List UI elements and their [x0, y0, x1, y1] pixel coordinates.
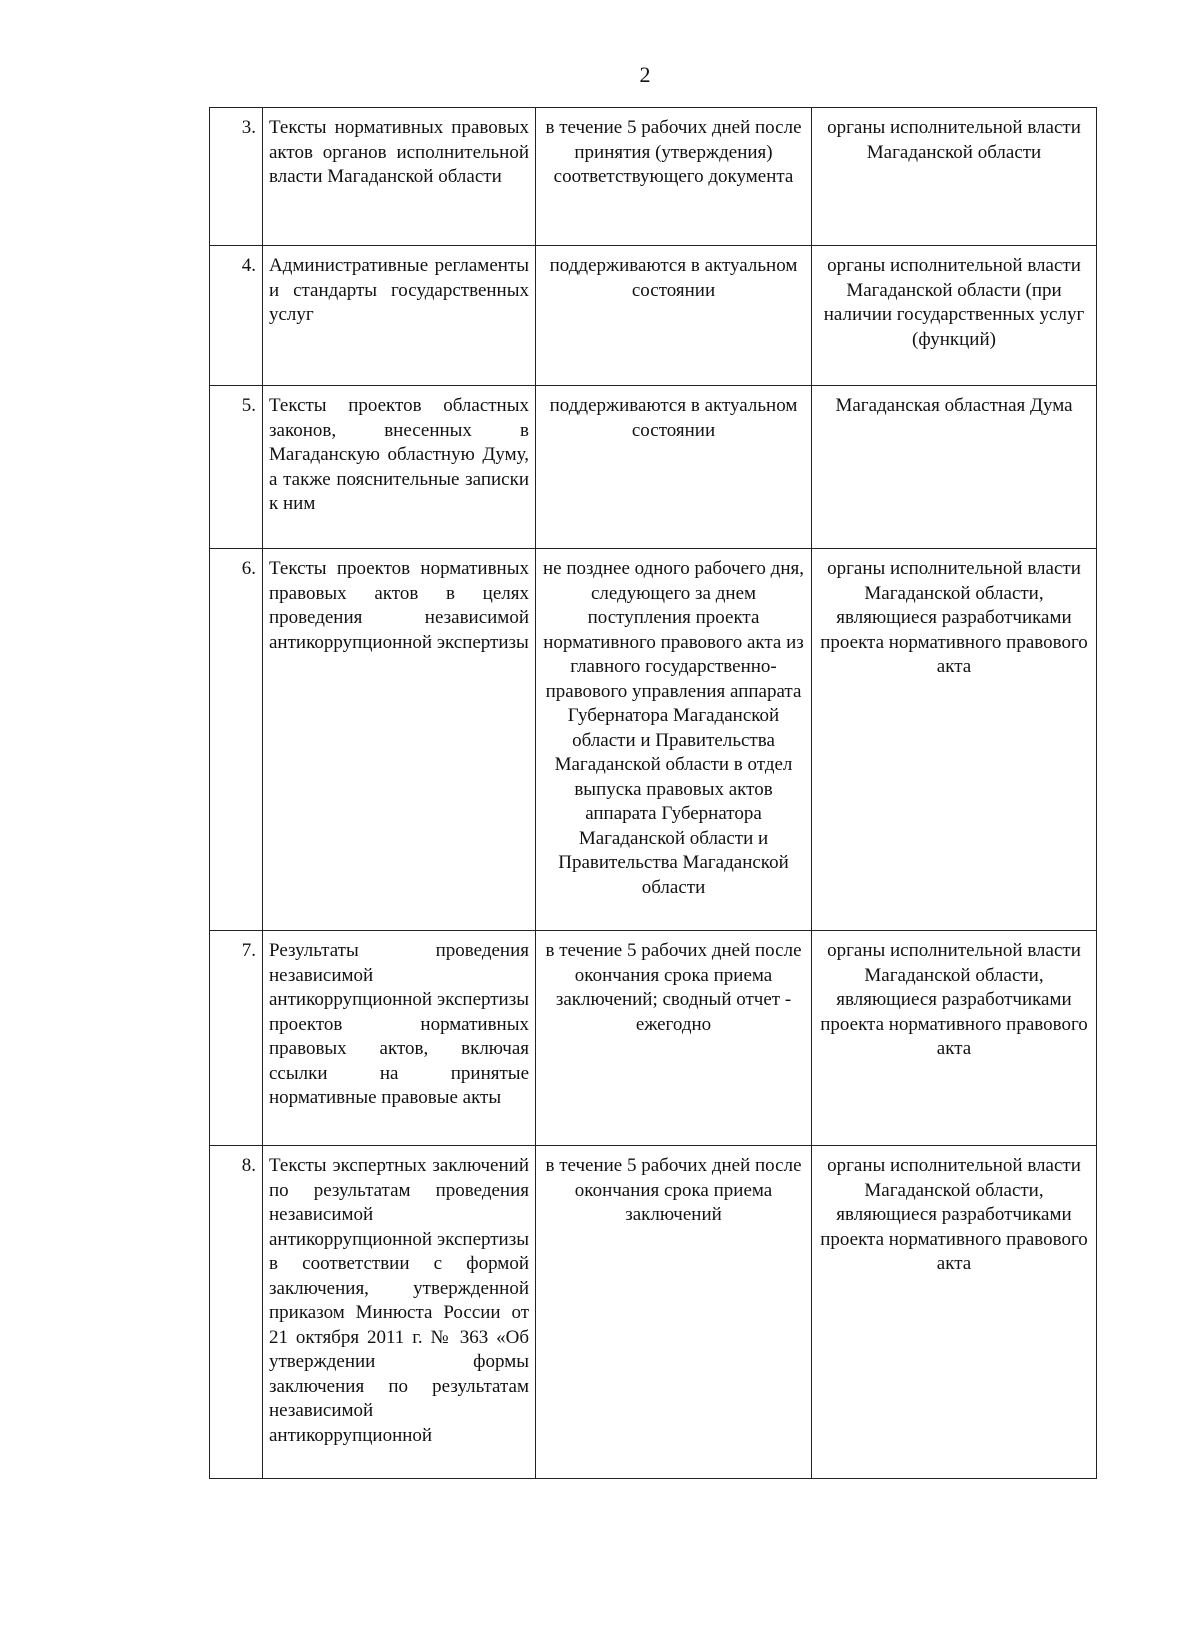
term-cell: в течение 5 рабочих дней после окончания срока приема заключений; сводный отчет - ежегодно [536, 931, 812, 1146]
row-number: 6. [210, 549, 263, 931]
document-cell: Тексты проектов областных законов, внесенных в Магаданскую областную Думу, а также пояснительные записки к ним [263, 386, 536, 549]
responsible-cell: органы исполнительной власти Магаданской области, являющиеся разработчиками проекта нормативного правового акта [812, 931, 1097, 1146]
responsible-cell: органы исполнительной власти Магаданской области, являющиеся разработчиками проекта нормативного правового акта [812, 549, 1097, 931]
table-row [210, 108, 1097, 246]
information-table [209, 107, 1097, 1479]
row-number: 4. [210, 246, 263, 386]
term-cell: не позднее одного рабочего дня, следующего за днем поступления проекта нормативного правового акта из главного государственно-правового управления аппарата Губернатора Магаданской области и Правительства Магаданской области в отдел выпуска правовых актов аппарата Губернатора Магаданской области и Правительства Магаданской области [536, 549, 812, 931]
row-number: 3. [210, 108, 263, 246]
responsible-cell: органы исполнительной власти Магаданской области (при наличии государственных услуг (функций) [812, 246, 1097, 386]
table-row [210, 246, 1097, 386]
row-number: 5. [210, 386, 263, 549]
table-row [210, 386, 1097, 549]
term-cell: в течение 5 рабочих дней после принятия (утверждения) соответствующего документа [536, 108, 812, 246]
table-row [210, 549, 1097, 931]
document-cell: Тексты проектов нормативных правовых актов в целях проведения независимой антикоррупционной экспертизы [263, 549, 536, 931]
responsible-cell: Магаданская областная Дума [812, 386, 1097, 549]
term-cell: в течение 5 рабочих дней после окончания срока приема заключений [536, 1146, 812, 1479]
term-cell: поддерживаются в актуальном состоянии [536, 386, 812, 549]
document-cell: Тексты нормативных правовых актов органов исполнительной власти Магаданской области [263, 108, 536, 246]
table-row [210, 931, 1097, 1146]
row-number: 7. [210, 931, 263, 1146]
responsible-cell: органы исполнительной власти Магаданской области, являющиеся разработчиками проекта нормативного правового акта [812, 1146, 1097, 1479]
page-number: 2 [639, 62, 651, 87]
document-cell: Тексты экспертных заключений по результатам проведения независимой антикоррупционной экспертизы в соответствии с формой заключения, утвержденной приказом Минюста России от 21 октября 2011 г. № 363 «Об утверждении формы заключения по результатам независимой антикоррупционной [263, 1146, 536, 1479]
responsible-cell: органы исполнительной власти Магаданской области [812, 108, 1097, 246]
term-cell: поддерживаются в актуальном состоянии [536, 246, 812, 386]
table-row [210, 1146, 1097, 1479]
row-number: 8. [210, 1146, 263, 1479]
document-cell: Результаты проведения независимой антикоррупционной экспертизы проектов нормативных правовых актов, включая ссылки на принятые нормативные правовые акты [263, 931, 536, 1146]
document-cell: Административные регламенты и стандарты государственных услуг [263, 246, 536, 386]
